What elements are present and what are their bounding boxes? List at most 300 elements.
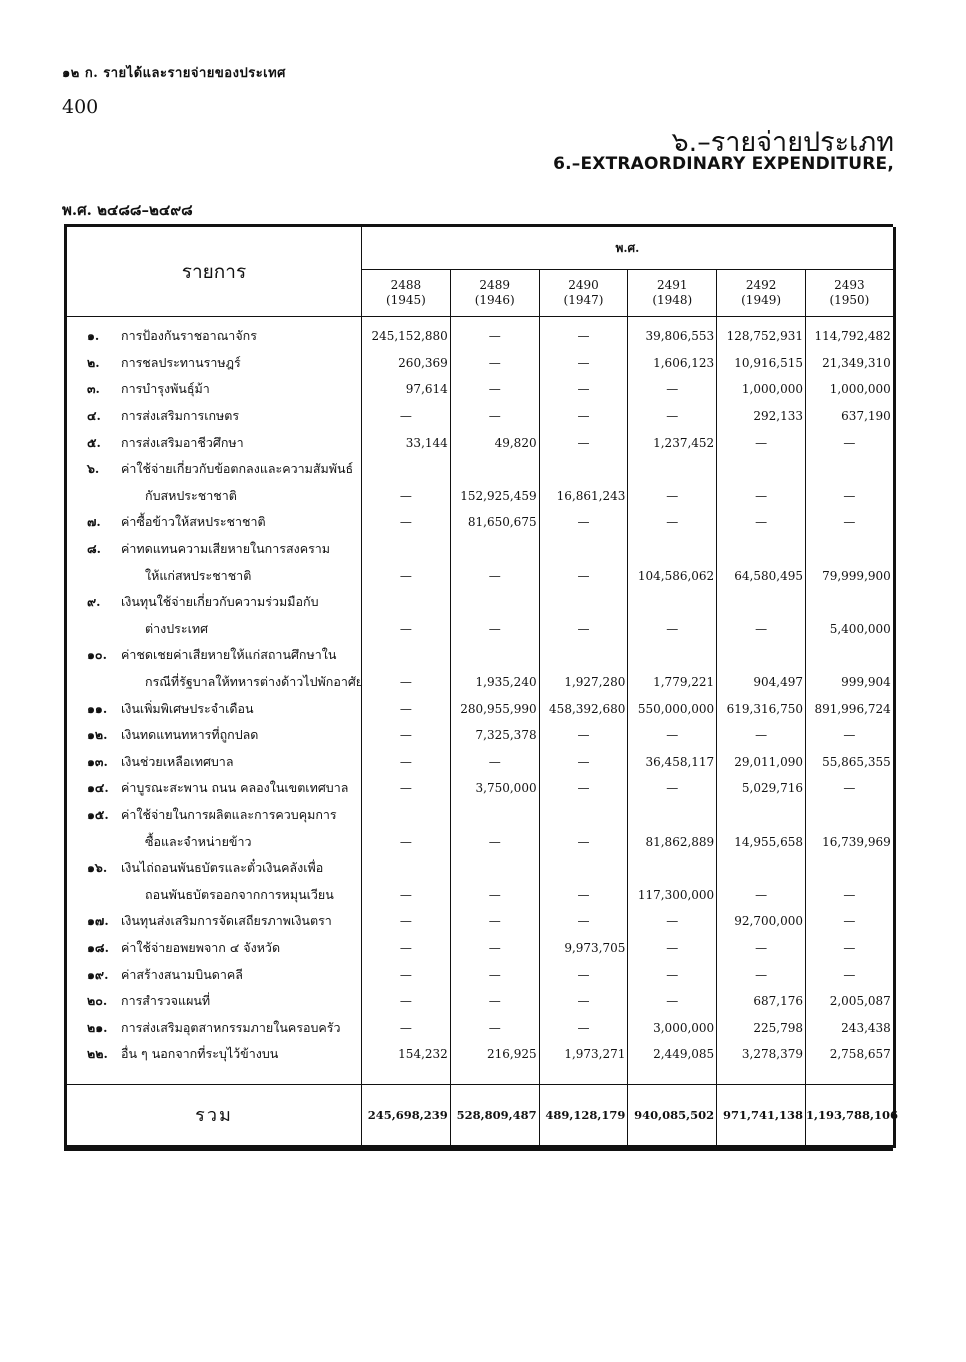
item-label-cell xyxy=(66,802,362,829)
year-buddhist: 2492 xyxy=(745,278,777,292)
row-value: — xyxy=(450,616,539,643)
row-value: — xyxy=(362,881,451,908)
item-label-continued: ให้แก่สหประชาชาติ xyxy=(66,562,362,589)
item-label: การส่งเสริมการเกษตร xyxy=(121,408,240,424)
table-row xyxy=(66,509,895,536)
item-label: การป้องกันราชอาณาจักร xyxy=(121,328,257,344)
item-label-cell xyxy=(66,749,362,776)
table-row xyxy=(66,589,895,616)
row-value: — xyxy=(539,961,628,988)
empty-cell xyxy=(450,456,539,483)
item-number: ๒๐. xyxy=(87,993,108,1009)
row-value: 292,133 xyxy=(717,403,806,430)
row-value: 16,739,969 xyxy=(805,828,894,855)
page-number: 400 xyxy=(62,96,99,118)
row-value: — xyxy=(362,403,451,430)
running-head: ๑๒ ก. รายได้และรายจ่ายของประเทศ xyxy=(62,66,286,81)
item-number: ๑๗. xyxy=(87,913,109,929)
row-value: 458,392,680 xyxy=(539,695,628,722)
row-value: — xyxy=(450,881,539,908)
item-label-cell xyxy=(66,935,362,962)
row-value: 225,798 xyxy=(717,1014,806,1041)
empty-cell xyxy=(539,855,628,882)
empty-cell xyxy=(362,589,451,616)
item-number: ๑. xyxy=(87,328,100,344)
row-value: 21,349,310 xyxy=(805,350,894,377)
year-header xyxy=(362,270,451,317)
empty-cell xyxy=(450,642,539,669)
empty-cell xyxy=(450,1068,539,1085)
row-value: 81,650,675 xyxy=(450,509,539,536)
empty-cell xyxy=(717,536,806,563)
empty-cell xyxy=(805,1068,894,1085)
table-row-continued xyxy=(66,562,895,589)
item-label: เงินทุนส่งเสริมการจัดเสถียรภาพเงินตรา xyxy=(121,913,332,929)
table-row xyxy=(66,935,895,962)
row-value: — xyxy=(362,961,451,988)
empty-cell xyxy=(362,642,451,669)
item-label: เงินเพิ่มพิเศษประจำเดือน xyxy=(121,700,254,716)
item-label: ค่าสร้างสนามบินดาคลี xyxy=(121,966,243,982)
row-value: — xyxy=(362,908,451,935)
table-row xyxy=(66,908,895,935)
row-value: — xyxy=(539,722,628,749)
item-number: ๑๘. xyxy=(87,939,109,955)
empty-cell xyxy=(628,855,717,882)
row-value: 1,935,240 xyxy=(450,669,539,696)
item-number: ๑๙. xyxy=(87,966,109,982)
item-number: ๑๐. xyxy=(87,647,107,663)
item-label-cell xyxy=(66,988,362,1015)
row-value: 39,806,553 xyxy=(628,317,717,350)
item-label-continued: กับสหประชาชาติ xyxy=(66,483,362,510)
row-value: — xyxy=(539,775,628,802)
table-row-continued xyxy=(66,669,895,696)
row-value: — xyxy=(628,509,717,536)
row-value: — xyxy=(539,1014,628,1041)
table-row xyxy=(66,456,895,483)
row-value: — xyxy=(628,961,717,988)
year-gregorian: (1945) xyxy=(385,293,426,307)
row-value: — xyxy=(362,828,451,855)
year-buddhist: 2493 xyxy=(834,278,865,292)
table-row xyxy=(66,1041,895,1068)
row-value: — xyxy=(717,429,806,456)
empty-cell xyxy=(450,589,539,616)
row-value: 5,029,716 xyxy=(717,775,806,802)
table-row xyxy=(66,536,895,563)
item-number: ๑๓. xyxy=(87,753,108,769)
item-column-header: รายการ xyxy=(66,227,362,317)
row-value: 128,752,931 xyxy=(717,317,806,350)
item-label: การสำรวจแผนที่ xyxy=(121,993,211,1009)
item-number: ๘. xyxy=(87,541,101,557)
row-value: 7,325,378 xyxy=(450,722,539,749)
row-value: 29,011,090 xyxy=(717,749,806,776)
item-label-cell xyxy=(66,695,362,722)
table-row xyxy=(66,988,895,1015)
row-value: 33,144 xyxy=(362,429,451,456)
item-label-cell xyxy=(66,350,362,377)
row-value: — xyxy=(717,509,806,536)
table-row xyxy=(66,317,895,350)
row-value: 154,232 xyxy=(362,1041,451,1068)
empty-cell xyxy=(362,802,451,829)
item-label: ค่าใช้จ่ายในการผลิตและการควบคุมการ xyxy=(121,806,337,822)
row-value: — xyxy=(539,881,628,908)
row-value: — xyxy=(450,749,539,776)
row-value: — xyxy=(539,403,628,430)
item-label: ค่าซื้อข้าวให้สหประชาชาติ xyxy=(121,514,266,530)
table-row xyxy=(66,802,895,829)
row-value: — xyxy=(539,350,628,377)
total-value: 940,085,502 xyxy=(628,1084,717,1146)
item-label-continued: กรณีที่รัฐบาลให้ทหารต่างด้าวไปพักอาศัย xyxy=(66,669,362,696)
row-value: 64,580,495 xyxy=(717,562,806,589)
row-value: — xyxy=(450,935,539,962)
row-value: 2,758,657 xyxy=(805,1041,894,1068)
item-label-cell xyxy=(66,317,362,350)
year-gregorian: (1949) xyxy=(741,293,782,307)
table-row xyxy=(66,855,895,882)
year-gregorian: (1946) xyxy=(474,293,515,307)
row-value: 79,999,900 xyxy=(805,562,894,589)
item-label: ค่าทดแทนความเสียหายในการสงคราม xyxy=(121,541,331,557)
empty-cell xyxy=(362,855,451,882)
item-label-continued: ถอนพันธบัตรออกจากการหมุนเวียน xyxy=(66,881,362,908)
row-value: 619,316,750 xyxy=(717,695,806,722)
row-value: — xyxy=(805,908,894,935)
empty-cell xyxy=(628,456,717,483)
year-buddhist: 2490 xyxy=(568,278,599,292)
row-value: — xyxy=(539,429,628,456)
empty-cell xyxy=(539,589,628,616)
total-label: รวม xyxy=(66,1084,362,1146)
row-value: — xyxy=(628,483,717,510)
table-row xyxy=(66,695,895,722)
row-value: — xyxy=(539,988,628,1015)
row-value: — xyxy=(362,722,451,749)
empty-cell xyxy=(717,802,806,829)
empty-cell xyxy=(450,802,539,829)
item-number: ๔. xyxy=(87,408,101,424)
item-label-continued: ซื้อและจำหน่ายข้าว xyxy=(66,828,362,855)
row-value: — xyxy=(362,509,451,536)
row-value: — xyxy=(628,403,717,430)
row-value: — xyxy=(539,317,628,350)
row-value: — xyxy=(805,881,894,908)
row-value: — xyxy=(362,775,451,802)
row-value: — xyxy=(539,828,628,855)
item-label: การส่งเสริมอุตสาหกรรมภายในครอบครัว xyxy=(121,1019,341,1035)
row-value: 245,152,880 xyxy=(362,317,451,350)
row-value: — xyxy=(628,935,717,962)
item-number: ๓. xyxy=(87,381,100,397)
spacer-row xyxy=(66,1068,895,1085)
row-value: — xyxy=(362,988,451,1015)
empty-cell xyxy=(66,1068,362,1085)
table-row xyxy=(66,775,895,802)
row-value: 637,190 xyxy=(805,403,894,430)
table-row-continued xyxy=(66,881,895,908)
row-value: — xyxy=(717,881,806,908)
row-value: — xyxy=(805,509,894,536)
table-row xyxy=(66,961,895,988)
item-label-cell xyxy=(66,456,362,483)
row-value: — xyxy=(362,483,451,510)
row-value: 1,779,221 xyxy=(628,669,717,696)
row-value: 5,400,000 xyxy=(805,616,894,643)
row-value: 280,955,990 xyxy=(450,695,539,722)
item-label-cell xyxy=(66,403,362,430)
item-number: ๑๖. xyxy=(87,860,108,876)
row-value: — xyxy=(450,988,539,1015)
empty-cell xyxy=(805,589,894,616)
row-value: 2,449,085 xyxy=(628,1041,717,1068)
row-value: — xyxy=(539,509,628,536)
row-value: 81,862,889 xyxy=(628,828,717,855)
row-value: — xyxy=(539,908,628,935)
row-value: 2,005,087 xyxy=(805,988,894,1015)
table-row xyxy=(66,749,895,776)
item-label: เงินทุนใช้จ่ายเกี่ยวกับความร่วมมือกับ xyxy=(121,594,319,610)
empty-cell xyxy=(450,536,539,563)
item-label: ค่าใช้จ่ายอพยพจาก ๔ จังหวัด xyxy=(121,939,281,955)
item-label-cell xyxy=(66,429,362,456)
item-label-cell xyxy=(66,775,362,802)
total-value: 1,193,788,106 xyxy=(805,1084,894,1146)
total-value: 528,809,487 xyxy=(450,1084,539,1146)
row-value: 97,614 xyxy=(362,376,451,403)
row-value: — xyxy=(450,961,539,988)
table-row xyxy=(66,1014,895,1041)
row-value: 117,300,000 xyxy=(628,881,717,908)
row-value: — xyxy=(805,429,894,456)
table-body xyxy=(66,317,899,1147)
table-title-thai: ๖.–รายจ่ายประเภท xyxy=(671,127,894,158)
total-row xyxy=(66,1084,895,1146)
row-value: 216,925 xyxy=(450,1041,539,1068)
year-group-header: พ.ศ. xyxy=(362,227,895,270)
empty-cell xyxy=(628,642,717,669)
row-value: — xyxy=(805,722,894,749)
row-value: 114,792,482 xyxy=(805,317,894,350)
table-row-continued xyxy=(66,483,895,510)
row-value: 904,497 xyxy=(717,669,806,696)
row-value: 687,176 xyxy=(717,988,806,1015)
total-value: 245,698,239 xyxy=(362,1084,451,1146)
item-label: อื่น ๆ นอกจากที่ระบุไว้ข้างบน xyxy=(121,1046,279,1062)
row-value: — xyxy=(628,908,717,935)
year-gregorian: (1948) xyxy=(652,293,693,307)
year-buddhist: 2491 xyxy=(657,278,688,292)
item-number: ๑๑. xyxy=(87,700,108,716)
row-value: — xyxy=(539,749,628,776)
period-label: พ.ศ. ๒๔๘๘–๒๔๙๘ xyxy=(62,201,193,219)
row-value: — xyxy=(628,775,717,802)
empty-cell xyxy=(717,589,806,616)
item-label-cell xyxy=(66,961,362,988)
row-value: — xyxy=(450,562,539,589)
row-value: — xyxy=(628,988,717,1015)
row-value: 49,820 xyxy=(450,429,539,456)
item-number: ๙. xyxy=(87,594,101,610)
table-row-continued xyxy=(66,616,895,643)
year-buddhist: 2488 xyxy=(390,278,422,292)
row-value: 16,861,243 xyxy=(539,483,628,510)
expenditure-table xyxy=(64,227,899,1148)
item-label: เงินไถ่ถอนพันธบัตรและตั๋วเงินคลังเพื่อ xyxy=(121,860,324,876)
table-row xyxy=(66,642,895,669)
year-gregorian: (1947) xyxy=(563,293,604,307)
empty-cell xyxy=(539,1068,628,1085)
empty-cell xyxy=(717,855,806,882)
item-number: ๒. xyxy=(87,354,100,370)
item-number: ๑๔. xyxy=(87,780,109,796)
item-number: ๒๑. xyxy=(87,1019,108,1035)
empty-cell xyxy=(628,589,717,616)
item-label: ค่าบูรณะสะพาน ถนน คลองในเขตเทศบาล xyxy=(121,780,349,796)
empty-cell xyxy=(539,642,628,669)
row-value: — xyxy=(717,935,806,962)
row-value: — xyxy=(362,562,451,589)
row-value: 1,237,452 xyxy=(628,429,717,456)
empty-cell xyxy=(628,1068,717,1085)
row-value: — xyxy=(717,722,806,749)
empty-cell xyxy=(717,642,806,669)
row-value: 152,925,459 xyxy=(450,483,539,510)
row-value: — xyxy=(539,376,628,403)
item-label-cell xyxy=(66,509,362,536)
row-value: 3,750,000 xyxy=(450,775,539,802)
row-value: 550,000,000 xyxy=(628,695,717,722)
row-value: — xyxy=(717,616,806,643)
row-value: 260,369 xyxy=(362,350,451,377)
table-title-english: 6.–EXTRAORDINARY EXPENDITURE, xyxy=(553,154,894,174)
empty-cell xyxy=(805,456,894,483)
row-value: — xyxy=(805,935,894,962)
row-value: — xyxy=(628,616,717,643)
year-header xyxy=(450,270,539,317)
row-value: — xyxy=(362,1014,451,1041)
item-number: ๒๒. xyxy=(87,1046,108,1062)
empty-cell xyxy=(539,536,628,563)
item-label-cell xyxy=(66,1014,362,1041)
empty-cell xyxy=(362,1068,451,1085)
row-value: — xyxy=(362,616,451,643)
total-value: 971,741,138 xyxy=(717,1084,806,1146)
year-buddhist: 2489 xyxy=(479,278,510,292)
item-number: ๖. xyxy=(87,461,100,477)
item-label: ค่าใช้จ่ายเกี่ยวกับข้อตกลงและความสัมพันธ์ xyxy=(121,461,354,477)
item-label-cell xyxy=(66,855,362,882)
row-value: — xyxy=(362,669,451,696)
row-value: 3,278,379 xyxy=(717,1041,806,1068)
row-value: — xyxy=(362,695,451,722)
year-header xyxy=(628,270,717,317)
row-value: 1,000,000 xyxy=(805,376,894,403)
row-value: 1,927,280 xyxy=(539,669,628,696)
empty-cell xyxy=(805,855,894,882)
row-value: 999,904 xyxy=(805,669,894,696)
item-label: การบำรุงพันธุ์ม้า xyxy=(121,381,210,397)
row-value: 1,000,000 xyxy=(717,376,806,403)
year-header xyxy=(717,270,806,317)
row-value: — xyxy=(362,935,451,962)
row-value: 14,955,658 xyxy=(717,828,806,855)
row-value: 36,458,117 xyxy=(628,749,717,776)
table-row xyxy=(66,350,895,377)
row-value: — xyxy=(628,722,717,749)
item-number: ๑๕. xyxy=(87,806,109,822)
empty-cell xyxy=(362,456,451,483)
item-label: ค่าชดเชยค่าเสียหายให้แก่สถานศึกษาใน xyxy=(121,647,337,663)
row-value: — xyxy=(805,483,894,510)
item-label-cell xyxy=(66,722,362,749)
row-value: 55,865,355 xyxy=(805,749,894,776)
item-label-cell xyxy=(66,376,362,403)
row-value: 10,916,515 xyxy=(717,350,806,377)
row-value: — xyxy=(450,317,539,350)
row-value: — xyxy=(805,961,894,988)
empty-cell xyxy=(362,536,451,563)
item-label: การส่งเสริมอาชีวศึกษา xyxy=(121,434,244,450)
empty-cell xyxy=(539,802,628,829)
row-value: — xyxy=(539,562,628,589)
row-value: — xyxy=(362,749,451,776)
item-number: ๗. xyxy=(87,514,101,530)
item-label-cell xyxy=(66,908,362,935)
row-value: 891,996,724 xyxy=(805,695,894,722)
row-value: 1,973,271 xyxy=(539,1041,628,1068)
table-row xyxy=(66,429,895,456)
item-number: ๕. xyxy=(87,434,101,450)
table-row-continued xyxy=(66,828,895,855)
item-label: เงินช่วยเหลือเทศบาล xyxy=(121,753,234,769)
empty-cell xyxy=(805,802,894,829)
item-label-cell xyxy=(66,536,362,563)
empty-cell xyxy=(805,536,894,563)
row-value: 3,000,000 xyxy=(628,1014,717,1041)
table-row xyxy=(66,376,895,403)
empty-cell xyxy=(539,456,628,483)
item-label: การชลประทานราษฎร์ xyxy=(121,354,241,370)
row-value: — xyxy=(717,483,806,510)
expenditure-table-frame xyxy=(64,224,899,1151)
row-value: — xyxy=(450,908,539,935)
empty-cell xyxy=(628,536,717,563)
year-gregorian: (1950) xyxy=(829,293,870,307)
empty-cell xyxy=(717,456,806,483)
row-value: 9,973,705 xyxy=(539,935,628,962)
row-value: — xyxy=(717,961,806,988)
empty-cell xyxy=(805,642,894,669)
empty-cell xyxy=(628,802,717,829)
item-label: เงินทดแทนทหารที่ถูกปลด xyxy=(121,727,259,743)
table-row xyxy=(66,403,895,430)
row-value: — xyxy=(628,376,717,403)
table-row xyxy=(66,722,895,749)
item-number: ๑๒. xyxy=(87,727,108,743)
row-value: 104,586,062 xyxy=(628,562,717,589)
item-label-cell xyxy=(66,589,362,616)
row-value: — xyxy=(539,616,628,643)
row-value: — xyxy=(450,403,539,430)
year-header xyxy=(805,270,894,317)
row-value: 92,700,000 xyxy=(717,908,806,935)
empty-cell xyxy=(450,855,539,882)
row-value: 1,606,123 xyxy=(628,350,717,377)
